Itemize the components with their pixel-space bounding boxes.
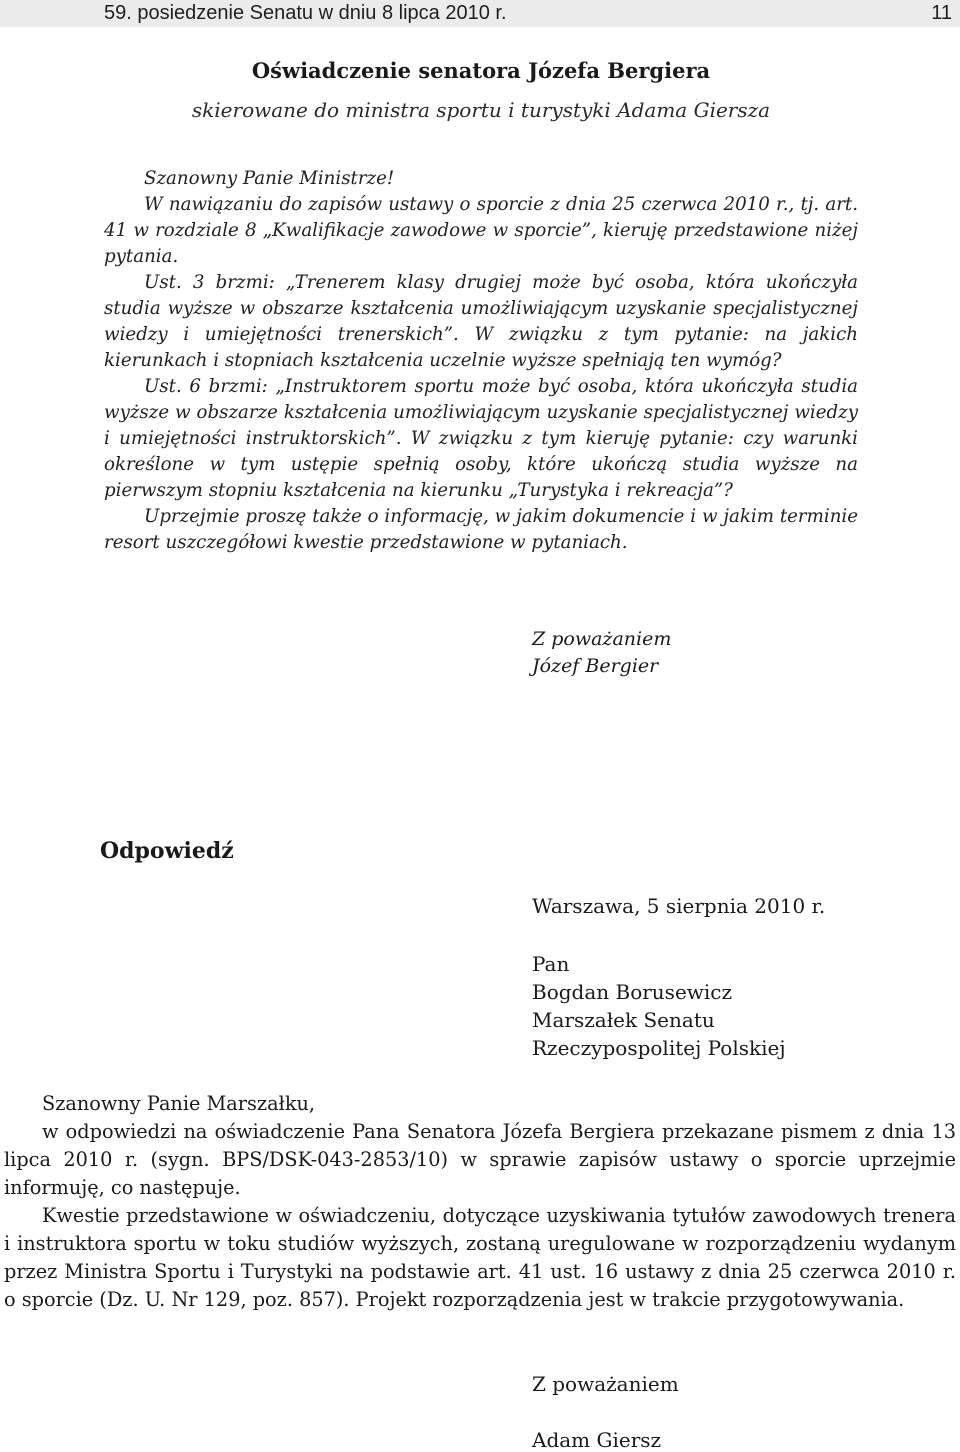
statement-paragraph: Ust. 6 brzmi: „Instruktorem sportu może być osoba, która ukończyła studia wyższe w obszarze kształcenia umożliwiającym uzyskanie specjalistycznej wiedzy i umiejętności instruktorskich”. W związku z tym kieruję pytanie: czy warunki określone w tym ustępie spełnią osoby, które ukończą studia wyższe na pierwszym stopniu kształcenia na kierunku „Turystyka i rekreacja”? xyxy=(104,376,858,501)
statement-paragraph: Ust. 3 brzmi: „Trenerem klasy drugiej może być osoba, która ukończyła studia wyższe w obszarze kształcenia umożliwiającym uzyskanie specjalistycznej wiedzy i umiejętności trenerskich”. W związku z tym pytanie: na jakich kierunkach i stopniach kształcenia uczelnie wyższe spełniają ten wymóg? xyxy=(104,272,858,371)
addressee-line: Marszałek Senatu xyxy=(532,1008,715,1032)
statement-salutation: Szanowny Panie Ministrze! xyxy=(144,168,395,189)
reply-addressee xyxy=(532,950,786,1062)
statement-closing: Z poważaniem xyxy=(532,628,672,650)
addressee-line: Pan xyxy=(532,952,570,976)
statement-title: Oświadczenie senatora Józefa Bergiera xyxy=(251,58,711,83)
statement-paragraph: Uprzejmie proszę także o informację, w jakim dokumencie i w jakim terminie resort uszczegółowi kwestie przedstawione w pytaniach. xyxy=(104,506,858,553)
statement-signature: Józef Bergier xyxy=(532,655,659,677)
page-number: 11 xyxy=(931,2,952,24)
statement-body xyxy=(104,166,858,556)
reply-body xyxy=(4,1090,956,1314)
statement-subtitle: skierowane do ministra sportu i turystyki Adama Giersza xyxy=(191,98,771,122)
reply-paragraph: Kwestie przedstawione w oświadczeniu, dotyczące uzyskiwania tytułów zawodowych trenera i instruktora sportu w toku studiów wyższych, zostaną uregulowane w rozporządzeniu wydanym przez Ministra Sportu i Turystyki na podstawie art. 41 ust. 16 ustawy z dnia 25 czerwca 2010 r. o sporcie (Dz. U. Nr 129, poz. 857). Projekt rozporządzenia jest w trakcie przygotowywania. xyxy=(4,1204,956,1311)
running-header xyxy=(0,0,960,27)
reply-signature: Adam Giersz xyxy=(532,1428,662,1452)
addressee-line: Rzeczypospolitej Polskiej xyxy=(532,1036,786,1060)
reply-closing: Z poważaniem xyxy=(532,1372,679,1396)
statement-paragraph: W nawiązaniu do zapisów ustawy o sporcie z dnia 25 czerwca 2010 r., tj. art. 41 w rozdziale 8 „Kwalifikacje zawodowe w sporcie”, kieruję przedstawione niżej pytania. xyxy=(104,194,858,267)
reply-heading: Odpowiedź xyxy=(100,838,234,864)
reply-date: Warszawa, 5 sierpnia 2010 r. xyxy=(532,894,826,918)
reply-paragraph: w odpowiedzi na oświadczenie Pana Senatora Józefa Bergiera przekazane pismem z dnia 13 lipca 2010 r. (sygn. BPS/DSK-043-2853/10) w sprawie zapisów ustawy o sporcie uprzejmie informuję, co następuje. xyxy=(4,1120,956,1199)
addressee-line: Bogdan Borusewicz xyxy=(532,980,733,1004)
reply-salutation: Szanowny Panie Marszałku, xyxy=(42,1092,316,1115)
running-header-title: 59. posiedzenie Senatu w dniu 8 lipca 2010 r. xyxy=(104,2,507,24)
